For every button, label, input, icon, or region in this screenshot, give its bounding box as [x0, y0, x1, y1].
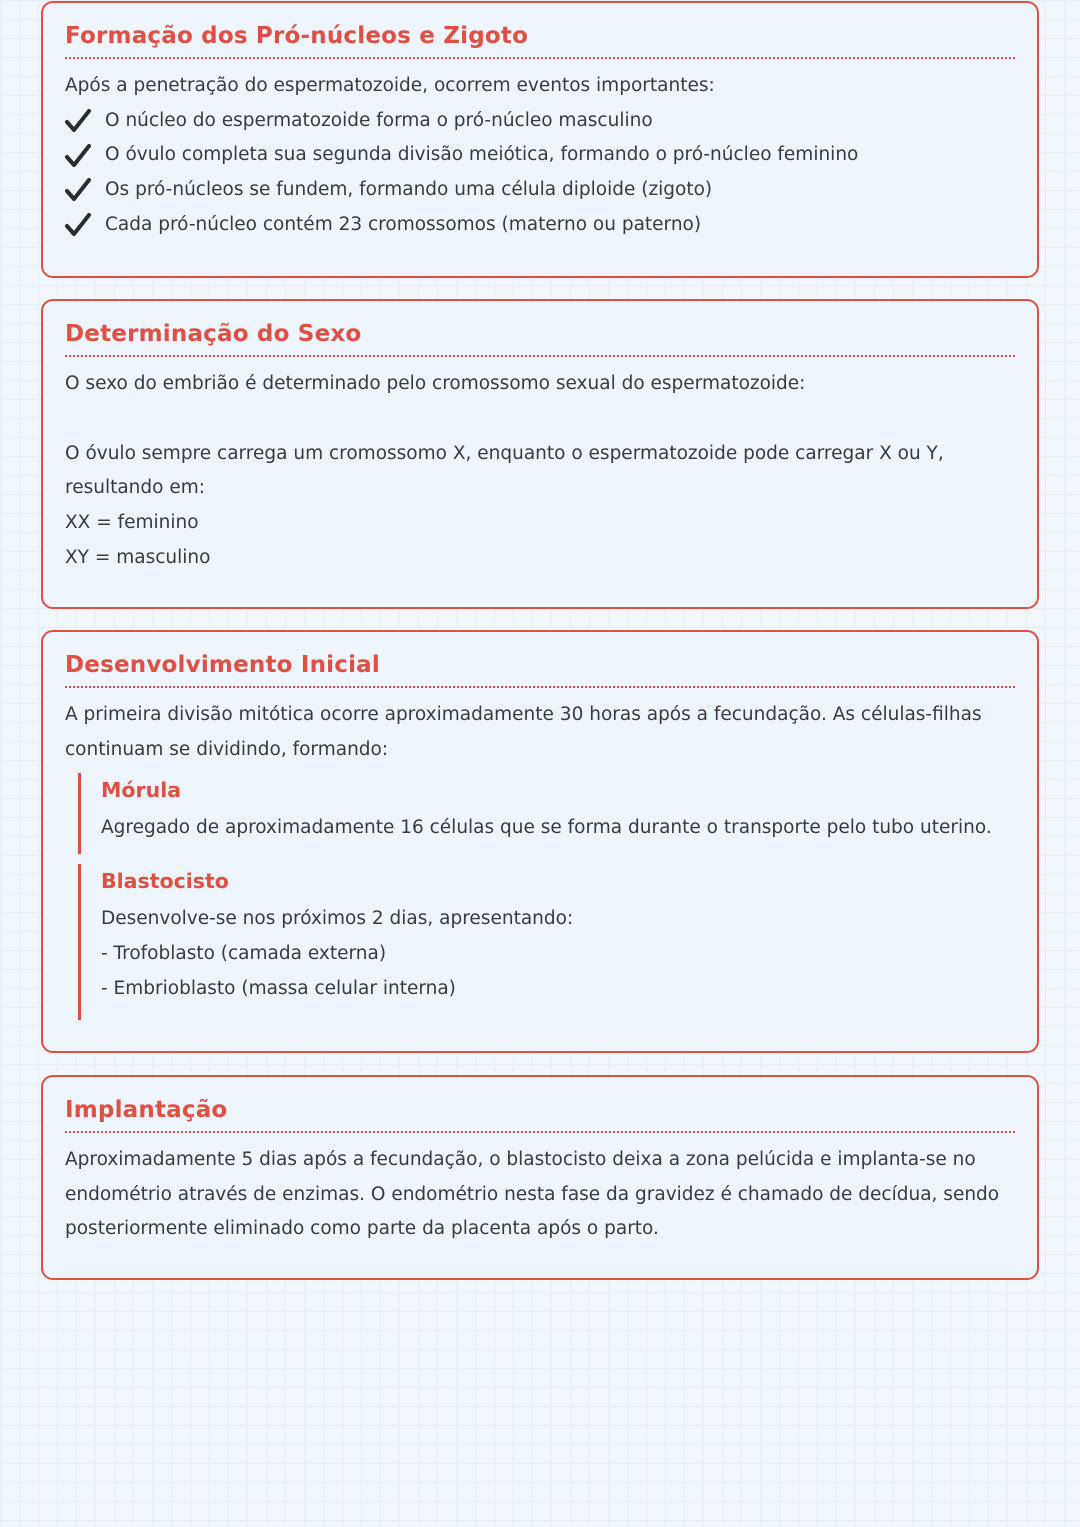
- subsection-morula: [78, 773, 1015, 854]
- paragraph: endométrio através de enzimas. O endométrio nesta fase da gravidez é chamado de decídua, sendo: [65, 1183, 1000, 1205]
- check-icon: [65, 144, 105, 168]
- paragraph: posteriormente eliminado como parte da placenta após o parto.: [65, 1218, 659, 1240]
- list-item: [65, 208, 1015, 243]
- subsection-text: Desenvolve-se nos próximos 2 dias, apresentando:: [101, 908, 574, 930]
- list-item: [65, 173, 1015, 208]
- list-item-text: Cada pró-núcleo contém 23 cromossomos (materno ou paterno): [105, 213, 702, 235]
- check-icon: [65, 178, 105, 202]
- section-title: Desenvolvimento Inicial: [65, 650, 1015, 688]
- section-title: Determinação do Sexo: [65, 319, 1015, 357]
- list-item: [65, 138, 1015, 173]
- list-item: - Embrioblasto (massa celular interna): [101, 977, 456, 999]
- subsection-blastocisto: [78, 864, 1015, 1020]
- paragraph: A primeira divisão mitótica ocorre aproximadamente 30 horas após a fecundação. As células-filhas: [65, 704, 982, 725]
- list-item-text: Os pró-núcleos se fundem, formando uma célula diploide (zigoto): [105, 179, 713, 201]
- card-desenvolvimento-inicial: [41, 630, 1039, 1053]
- section-title: Implantação: [65, 1095, 1015, 1133]
- card-determinacao-sexo: [41, 299, 1039, 609]
- section-intro: O sexo do embrião é determinado pelo cromossomo sexual do espermatozoide:: [65, 373, 806, 394]
- list-item-text: O óvulo completa sua segunda divisão meiótica, formando o pró-núcleo feminino: [105, 144, 859, 166]
- check-list: [65, 104, 1015, 243]
- section-intro: Após a penetração do espermatozoide, ocorrem eventos importantes:: [65, 75, 715, 96]
- xx-line: XX = feminino: [65, 512, 199, 534]
- card-pronucleos: [41, 1, 1039, 278]
- list-item: [65, 104, 1015, 139]
- paragraph: Aproximadamente 5 dias após a fecundação, o blastocisto deixa a zona pelúcida e implanta-se no: [65, 1149, 976, 1170]
- list-item-text: O núcleo do espermatozoide forma o pró-núcleo masculino: [105, 109, 653, 131]
- section-title: Formação dos Pró-núcleos e Zigoto: [65, 21, 1015, 59]
- xy-line: XY = masculino: [65, 546, 211, 568]
- list-item: - Trofoblasto (camada externa): [101, 942, 387, 964]
- card-implantacao: [41, 1075, 1039, 1280]
- paragraph: O óvulo sempre carrega um cromossomo X, enquanto o espermatozoide pode carregar X ou Y,: [65, 442, 944, 464]
- check-icon: [65, 109, 105, 133]
- paragraph: continuam se dividindo, formando:: [65, 738, 389, 760]
- subsection-text: Agregado de aproximadamente 16 células que se forma durante o transporte pelo tubo uterino.: [101, 817, 992, 839]
- subsection-title: Mórula: [101, 778, 182, 803]
- paragraph: resultando em:: [65, 477, 205, 499]
- check-icon: [65, 213, 105, 237]
- subsection-title: Blastocisto: [101, 869, 229, 894]
